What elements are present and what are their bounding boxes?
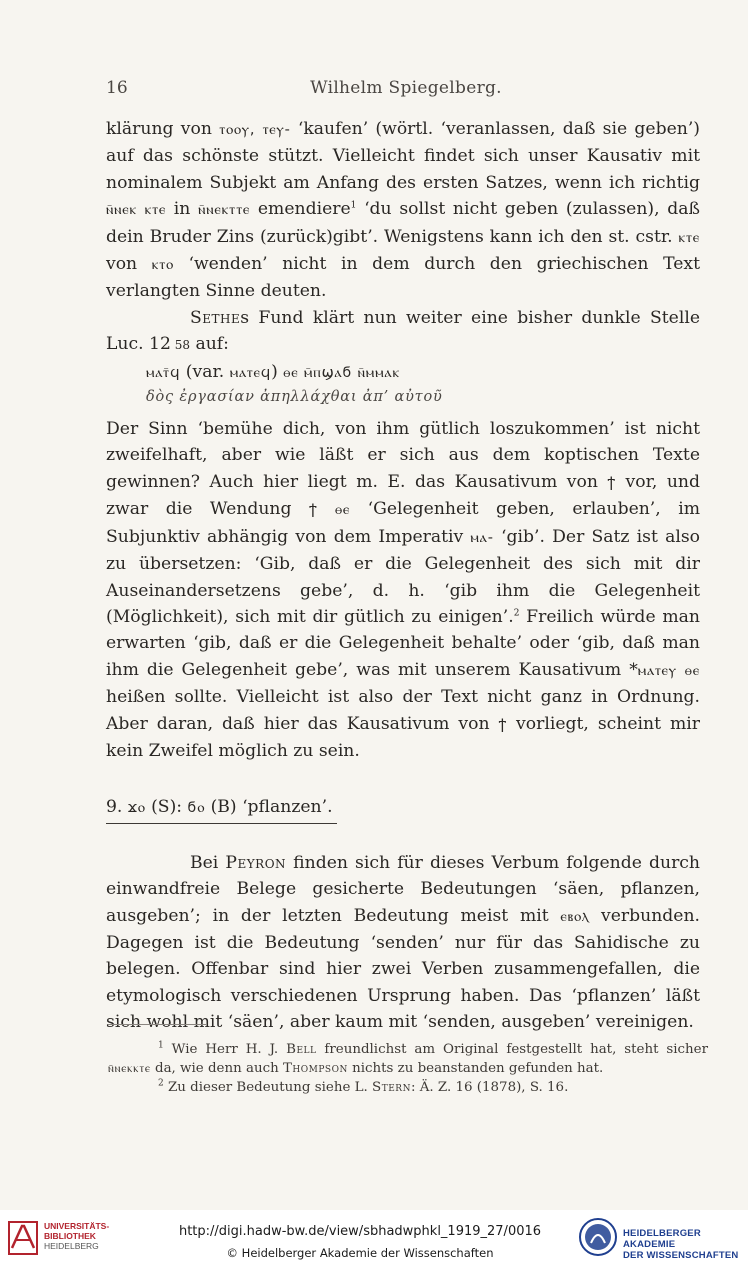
coptic-word: ⲕⲧⲉ bbox=[678, 229, 700, 246]
page-number: 16 bbox=[106, 78, 128, 98]
paragraph-1: klärung von ⲧⲟⲟⲩ, ⲧⲉⲩ- ‘kaufen’ (wörtl. ‘veranlassen, daß sie geben’) auf das schönste stützt. Vielleicht findet sich unser Kausativ mit nominalem Subjekt am Anfang des ersten Satzes, wenn ich richtig ⲛ̄ⲛⲉⲕ ⲕⲧⲉ in ⲛ̄ⲛⲉⲕⲧⲧⲉ emendiere$^1$ ‘du sollst nicht geben (zulassen), daß dein Bruder Zins (zurück)gibt’. Wenigstens kann ich den st. cstr. ⲕⲧⲉ von ⲕⲧⲟ ‘wenden’ nicht in dem durch den griechischen Text verlangten Sinne deuten. bbox=[106, 119, 700, 302]
footnote-divider bbox=[108, 1024, 206, 1025]
coptic-word: ⲧⲟⲟⲩ, ⲧⲉⲩ- bbox=[219, 122, 291, 138]
coptic-example: ⲙⲁⲧ̄ϥ (var. ⲙⲁⲧⲉϥ) ⲑⲉ ⲙ̄ⲡϣⲁϭ ⲛ̄ⲙⲙⲁⲕ bbox=[146, 361, 400, 382]
academy-name: HEIDELBERGER AKADEMIE DER WISSENSCHAFTEN bbox=[623, 1228, 739, 1261]
footnote-2: $^2$ Zu dieser Bedeutung siehe L. Stern: Ä. Z. 16 (1878), S. 16. bbox=[158, 1078, 569, 1095]
source-url-link[interactable]: http://digi.hadw-bw.de/view/sbhadwphkl_1919_27/0016 bbox=[178, 1224, 542, 1239]
footnotes bbox=[108, 1040, 708, 1097]
footnote-ref: 1 bbox=[350, 200, 357, 211]
university-library-logo-icon[interactable] bbox=[8, 1218, 38, 1256]
coptic-word: ⲕⲧⲟ bbox=[151, 257, 174, 274]
paragraph-3: Der Sinn ‘bemühe dich, von ihm gütlich loszukommen’ ist nicht zweifelhaft, aber wie läßt er sich aus dem koptischen Texte gewinnen? Auch hier liegt m. E. das Kausativum von ϯ vor, und zwar die Wendung ϯ ⲑⲉ ‘Gelegenheit geben, erlauben’, im Subjunktiv abhängig von dem Imperativ ⲙⲁ- ‘gib’. Der Satz ist also zu übersetzen: ‘Gib, daß er die Gelegenheit des sich mit dir Auseinandersetzens gebe’, d. h. ‘gib ihm die Gelegenheit (Möglichkeit), sich mit dir gütlich zu einigen’.$^2$ Freilich würde man erwarten ‘gib, daß er die Gelegenheit behalte’ oder ‘gib, daß man ihm die Gelegenheit gebe’, was mit unserem Kausativum *ⲙⲁⲧⲉⲩ ⲑⲉ heißen sollte. Vielleicht ist also der Text nicht ganz in Ordnung. Aber daran, daß hier das Kausativum von ϯ vorliegt, scheint mir kein Zweifel möglich zu sein. bbox=[106, 419, 701, 761]
coptic-word: ⲛ̄ⲛⲉⲕⲧⲧⲉ bbox=[198, 202, 251, 219]
footnote-ref: 2 bbox=[513, 608, 520, 619]
greek-text: δὸς ἐργασίαν ἀπηλλάχθαι ἀπ’ αὐτοῦ bbox=[146, 389, 443, 406]
author-name: Peyron bbox=[225, 852, 287, 873]
author-name: Sethe bbox=[190, 307, 241, 328]
academy-seal-icon[interactable] bbox=[578, 1217, 618, 1257]
paragraph-2: Sethes Fund klärt nun weiter eine bisher dunkle Stelle Luc. 12 58 auf: bbox=[106, 307, 700, 355]
coptic-word: ⲛ̄ⲛⲉⲕ ⲕⲧⲉ bbox=[106, 202, 167, 219]
running-title: Wilhelm Spiegelberg. bbox=[310, 78, 502, 98]
body-text bbox=[106, 116, 700, 1036]
copyright-notice: © Heidelberger Akademie der Wissenschaften bbox=[226, 1246, 494, 1260]
running-header bbox=[106, 78, 706, 102]
footnote-1: $^1$ Wie Herr H. J. Bell freundlichst am Original festgestellt hat, steht sicher ⲛ̄ⲛⲉⲕⲕⲧⲉ da, wie denn auch Thompson nichts zu beanstanden gefunden hat. bbox=[108, 1040, 708, 1076]
section-heading: 9. ϫⲟ (S): ϭⲟ (B) ‘pflanzen’. bbox=[106, 794, 337, 823]
verse-ref: 58 bbox=[170, 338, 191, 353]
university-library-name: UNIVERSITÄTS- BIBLIOTHEK HEIDELBERG bbox=[44, 1221, 110, 1251]
paragraph-4: Bei Peyron finden sich für dieses Verbum folgende durch einwandfreie Belege gesicherte Bedeutungen ‘säen, pflanzen, ausgeben’; in der letzten Bedeutung meist mit ⲉⲃⲟⲗ verbunden. Dagegen ist die Bedeutung ‘senden’ nur für das Sahidische zu belegen. Offenbar sind hier zwei Verben zusammengefallen, die etymologisch verschiedenen Ursprung haben. Das ‘pflanzen’ läßt sich wohl mit ‘säen’, aber kaum mit ‘senden, ausgeben’ vereinigen. bbox=[106, 852, 700, 1033]
